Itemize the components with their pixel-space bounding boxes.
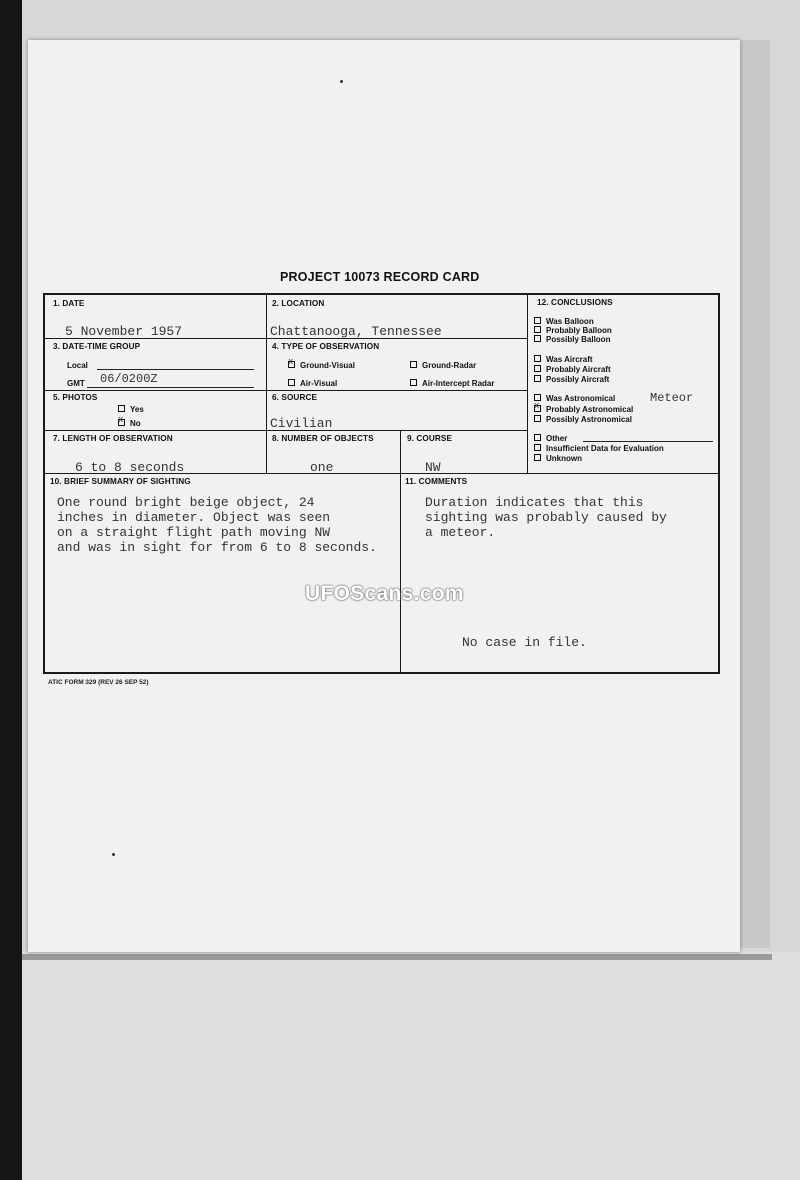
- speck: [112, 853, 115, 856]
- sheet-edge: [740, 40, 770, 948]
- divider: [400, 430, 401, 674]
- conclusion-probably-aircraft: Probably Aircraft: [534, 365, 611, 374]
- date-label: 1. DATE: [53, 299, 85, 308]
- conclusion-possibly-astronomical: Possibly Astronomical: [534, 415, 632, 424]
- conclusion-was-aircraft: Was Aircraft: [534, 355, 593, 364]
- objects-label: 8. NUMBER OF OBJECTS: [272, 434, 374, 443]
- local-line: [97, 369, 254, 370]
- gmt-label: GMT: [67, 379, 85, 388]
- conclusion-possibly-balloon: Possibly Balloon: [534, 335, 610, 344]
- divider: [45, 390, 527, 391]
- comments-text: Duration indicates that this sighting was probably caused by a meteor.: [425, 495, 667, 540]
- divider: [527, 295, 528, 473]
- conclusion-other: Other: [534, 434, 567, 443]
- summary-text: One round bright beige object, 24 inches in diameter. Object was seen on a straight flight path moving NW and was in sight for from 6 to 8 seconds.: [57, 495, 377, 555]
- course-value: NW: [425, 460, 441, 475]
- checkbox: [534, 434, 541, 441]
- checkbox: [534, 394, 541, 401]
- check-mark-icon: x: [118, 415, 124, 425]
- conclusion-unknown: Unknown: [534, 454, 582, 463]
- gmt-value: 06/0200Z: [100, 372, 158, 386]
- checkbox-checked: [288, 357, 295, 368]
- option-ground-radar: Ground-Radar: [410, 361, 476, 370]
- checkbox: [288, 379, 295, 386]
- length-label: 7. LENGTH OF OBSERVATION: [53, 434, 173, 443]
- conclusion-insufficient-data: Insufficient Data for Evaluation: [534, 444, 664, 453]
- date-value: 5 November 1957: [65, 324, 183, 339]
- check-mark-icon: x: [534, 401, 540, 411]
- gmt-line: [87, 387, 254, 388]
- conclusion-was-astronomical: Was Astronomical: [534, 394, 615, 403]
- conclusion-was-balloon: Was Balloon: [534, 317, 594, 326]
- conclusion-possibly-aircraft: Possibly Aircraft: [534, 375, 609, 384]
- astronomical-note: Meteor: [650, 391, 694, 405]
- checkbox: [534, 415, 541, 422]
- divider: [266, 295, 267, 473]
- sheet-shadow: [22, 954, 772, 960]
- checkbox: [534, 444, 541, 451]
- checkbox: [534, 365, 541, 372]
- summary-label: 10. BRIEF SUMMARY OF SIGHTING: [50, 477, 191, 486]
- watermark: UFOScans.com: [305, 582, 464, 605]
- checkbox: [410, 379, 417, 386]
- lower-background: [22, 952, 800, 1180]
- location-label: 2. LOCATION: [272, 299, 325, 308]
- objects-value: one: [310, 460, 334, 475]
- card-title: PROJECT 10073 RECORD CARD: [280, 270, 480, 284]
- check-mark-icon: x: [288, 357, 294, 367]
- comments-note: No case in file.: [462, 635, 587, 650]
- photos-label: 5. PHOTOS: [53, 393, 98, 402]
- checkbox: [534, 454, 541, 461]
- film-edge: [0, 0, 22, 1180]
- speck: [340, 80, 343, 83]
- other-line: [583, 441, 713, 442]
- conclusion-probably-astronomical: x Probably Astronomical: [534, 401, 634, 414]
- option-photos-yes: Yes: [118, 405, 144, 414]
- checkbox: [534, 355, 541, 362]
- length-value: 6 to 8 seconds: [75, 460, 185, 475]
- source-label: 6. SOURCE: [272, 393, 318, 402]
- conclusions-label: 12. CONCLUSIONS: [537, 298, 613, 307]
- location-value: Chattanooga, Tennessee: [270, 324, 442, 339]
- conclusion-probably-balloon: Probably Balloon: [534, 326, 612, 335]
- option-ground-visual: x Ground-Visual: [288, 357, 355, 370]
- option-air-intercept-radar: Air-Intercept Radar: [410, 379, 494, 388]
- checkbox-checked: [534, 401, 541, 412]
- record-card-form: [43, 293, 720, 674]
- checkbox: [534, 326, 541, 333]
- checkbox: [534, 375, 541, 382]
- checkbox: [534, 317, 541, 324]
- course-label: 9. COURSE: [407, 434, 453, 443]
- checkbox-checked: [118, 415, 125, 426]
- local-label: Local: [67, 361, 88, 370]
- option-air-visual: Air-Visual: [288, 379, 337, 388]
- datetime-label: 3. DATE-TIME GROUP: [53, 342, 141, 351]
- comments-label: 11. COMMENTS: [405, 477, 468, 486]
- form-number: ATIC FORM 329 (REV 26 SEP 52): [48, 679, 149, 686]
- checkbox: [118, 405, 125, 412]
- observation-type-label: 4. TYPE OF OBSERVATION: [272, 342, 380, 351]
- option-photos-no: x No: [118, 415, 141, 428]
- source-value: Civilian: [270, 416, 333, 431]
- checkbox: [534, 335, 541, 342]
- checkbox: [410, 361, 417, 368]
